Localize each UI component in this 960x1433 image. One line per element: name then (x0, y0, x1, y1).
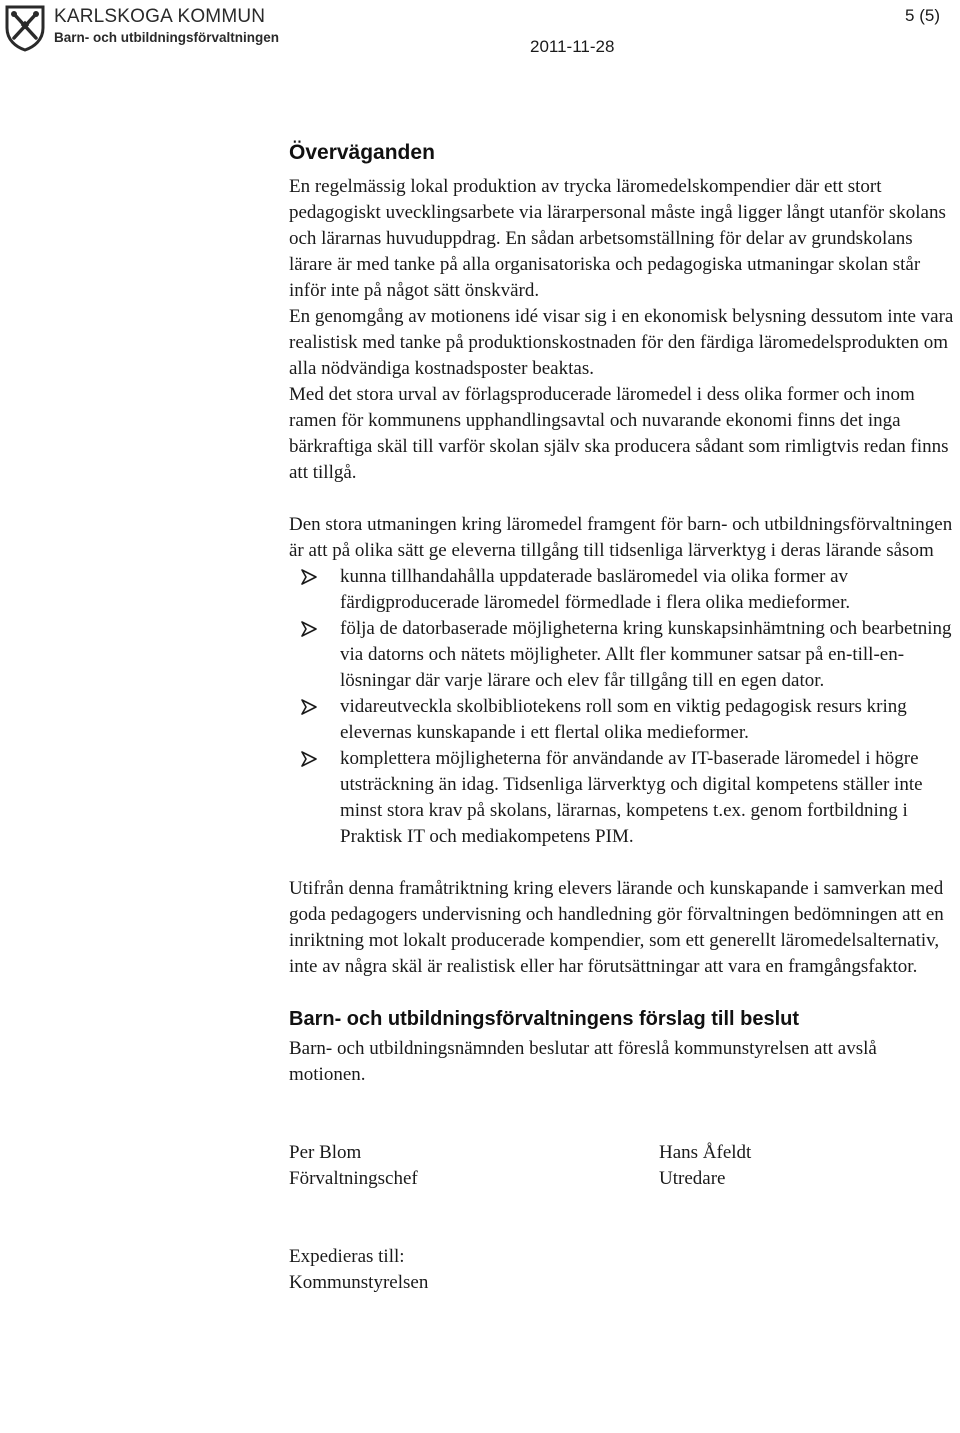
signature-left (289, 1140, 418, 1192)
section-heading-proposal: Barn- och utbildningsförvaltningens förslag till beslut (289, 1008, 800, 1030)
karlskoga-coat-of-arms-icon (4, 4, 46, 52)
paragraph-2: En genomgång av motionens idé visar sig i en ekonomisk belysning dessutom inte vara realistisk med tanke på produktionskostnaden för den färdiga läromedelsprodukten om alla nödvändiga kostnadsposter beaktas. (289, 306, 954, 379)
dispatch-label: Expedieras till: (289, 1246, 405, 1267)
signer-name: Hans Åfeldt (659, 1142, 752, 1163)
org-name: KARLSKOGA KOMMUN (54, 6, 266, 27)
dispatch-recipient: Kommunstyrelsen (289, 1272, 429, 1293)
signer-title: Utredare (659, 1168, 726, 1189)
document-body (289, 140, 957, 1296)
page-number: 5 (5) (905, 6, 940, 25)
logo (4, 4, 279, 56)
arrow-bullet-icon (299, 749, 319, 769)
arrow-bullet-icon (299, 619, 319, 639)
list-item (289, 746, 957, 850)
section-heading-considerations: Överväganden (289, 141, 435, 164)
list-item-text: komplettera möjligheterna för användande av IT-baserade läromedel i högre utsträckning än idag. Tidsenliga lärverktyg och digital kompetens ställer inte minst stora krav på skolans, lärarnas, kompetens t.ex. genom fortbildning i Praktisk IT och mediakompetens PIM. (340, 748, 923, 847)
paragraph-4: Den stora utmaningen kring läromedel framgent för barn- och utbildningsförvaltningen är att på olika sätt ge eleverna tillgång till tidsenliga lärverktyg i deras lärande såsom (289, 514, 953, 561)
signer-name: Per Blom (289, 1142, 362, 1163)
paragraph-1: En regelmässig lokal produktion av trycka läromedelskompendier där ett stort pedagogiskt uvecklingsarbete via lärarpersonal måste ingå ligger långt utanför skolans och lärarnas huvuduppdrag. En sådan arbetsomställning för delar av grundskolans lärare är med tanke på alla organisatoriska och pedagogiska utmaningar skolan står inför inte på något sätt önskvärd. (289, 176, 946, 301)
paragraph-3: Med det stora urval av förlagsproducerade läromedel i dess olika former och inom ramen för kommunens upphandlingsavtal och nuvarande ekonomi finns det inga bärkraftiga skäl till varför skolan själv ska producera sådant som rimligtvis redan finns att tillgå. (289, 384, 949, 483)
list-item-text: kunna tillhandahålla uppdaterade basläromedel via olika former av färdigproducerade läromedel förmedlade i flera olika medieformer. (340, 566, 851, 613)
paragraph-5: Utifrån denna framåtriktning kring elevers lärande och kunskapande i samverkan med goda pedagogers undervisning och handledning gör förvaltningen bedömningen att en inriktning mot lokalt producerade kompendier, som ett generellt läromedelsalternativ, inte av några skäl är realistisk eller har förutsättningar att vara en framgångsfaktor. (289, 878, 944, 977)
list-item-text: vidareutveckla skolbibliotekens roll som en viktig pedagogisk resurs kring elevernas kunskapande i ett flertal olika medieformer. (340, 696, 907, 743)
signature-right (659, 1140, 751, 1192)
list-item (289, 616, 957, 694)
dept-name: Barn- och utbildningsförvaltningen (54, 30, 279, 45)
document-date: 2011-11-28 (530, 37, 615, 56)
arrow-bullet-icon (299, 697, 319, 717)
signature-block (289, 1140, 957, 1192)
proposal-paragraph: Barn- och utbildningsnämnden beslutar att föreslå kommunstyrelsen att avslå motionen. (289, 1038, 877, 1085)
dispatch-block (289, 1244, 957, 1296)
bullet-list (289, 564, 957, 850)
arrow-bullet-icon (299, 567, 319, 587)
list-item (289, 564, 957, 616)
list-item-text: följa de datorbaserade möjligheterna kring kunskapsinhämtning och bearbetning via datorns och nätets möjligheter. Allt fler kommuner satsar på en-till-en-lösningar där varje lärare och elev får tillgång till en egen dator. (340, 618, 952, 691)
list-item (289, 694, 957, 746)
signer-title: Förvaltningschef (289, 1168, 418, 1189)
